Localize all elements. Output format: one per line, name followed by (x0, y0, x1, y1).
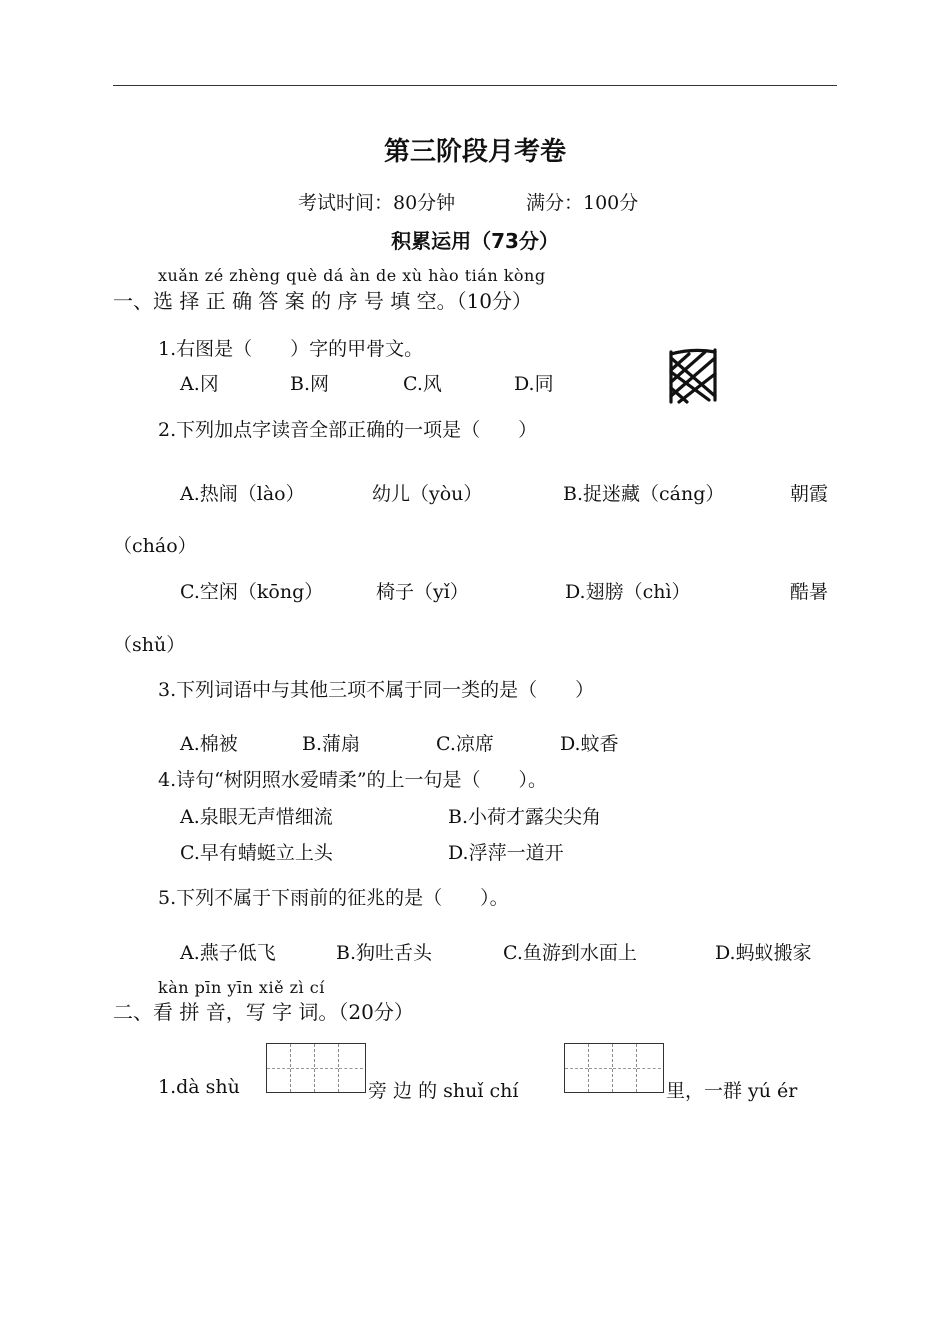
q4-option-c[interactable]: C.早有蜻蜓立上头 (180, 842, 333, 864)
answer-cell[interactable] (589, 1044, 613, 1092)
q2-option-d-word2: 酷暑 (790, 581, 829, 603)
q1-option-d[interactable]: D.同 (514, 373, 554, 395)
s2-q1-part3: 里，一群 yú ér (666, 1080, 798, 1102)
q2-option-a[interactable]: A.热闹（lào） (180, 483, 305, 505)
q4-stem: 4.诗句“树阴照水爱晴柔”的上一句是（ ）。 (158, 769, 548, 791)
section1-heading: 一、选 择 正 确 答 案 的 序 号 填 空。（10分） (113, 289, 533, 313)
q4-option-a[interactable]: A.泉眼无声惜细流 (180, 806, 333, 828)
section2-pinyin: kàn pīn yīn xiě zì cí (158, 978, 325, 997)
answer-grid-1[interactable] (266, 1043, 366, 1093)
q2-option-b-word2: 朝霞 (790, 483, 829, 505)
q2-option-c-word2: 椅子（yǐ） (376, 581, 469, 603)
page-title: 第三阶段月考卷 (383, 137, 566, 167)
q5-option-a[interactable]: A.燕子低飞 (180, 942, 276, 964)
q1-option-b[interactable]: B.网 (290, 373, 330, 395)
q5-option-d[interactable]: D.蚂蚁搬家 (715, 942, 812, 964)
answer-cell[interactable] (613, 1044, 637, 1092)
answer-cell[interactable] (315, 1044, 339, 1092)
q5-option-b[interactable]: B.狗吐舌头 (336, 942, 433, 964)
header-rule (113, 85, 837, 86)
answer-cell[interactable] (565, 1044, 589, 1092)
q3-option-b[interactable]: B.蒲扇 (302, 733, 361, 755)
q1-stem: 1.右图是（ ）字的甲骨文。 (158, 338, 424, 360)
q3-option-c[interactable]: C.凉席 (436, 733, 494, 755)
q2-option-a-word2: 幼儿（yòu） (372, 483, 483, 505)
q4-option-d[interactable]: D.浮萍一道开 (448, 842, 564, 864)
answer-cell[interactable] (291, 1044, 315, 1092)
q2-stem: 2.下列加点字读音全部正确的一项是（ ） (158, 419, 538, 441)
q2-option-c[interactable]: C.空闲（kōng） (180, 581, 324, 603)
exam-full-score: 满分：100分 (526, 192, 639, 214)
q3-option-d[interactable]: D.蚊香 (560, 733, 619, 755)
q3-option-a[interactable]: A.棉被 (180, 733, 238, 755)
q2-option-d[interactable]: D.翅膀（chì） (565, 581, 691, 603)
answer-cell[interactable] (339, 1044, 363, 1092)
section1-pinyin: xuǎn zé zhèng què dá àn de xù hào tián kòng (158, 266, 546, 285)
q2-option-b[interactable]: B.捉迷藏（cáng） (563, 483, 725, 505)
q4-option-b[interactable]: B.小荷才露尖尖角 (448, 806, 602, 828)
q3-stem: 3.下列词语中与其他三项不属于同一类的是（ ） (158, 679, 595, 701)
answer-cell[interactable] (267, 1044, 291, 1092)
q1-option-c[interactable]: C.风 (403, 373, 442, 395)
part-title: 积累运用（73分） (391, 229, 559, 253)
q5-option-c[interactable]: C.鱼游到水面上 (503, 942, 637, 964)
section2-heading: 二、看 拼 音，写 字 词。（20分） (113, 1000, 414, 1024)
q1-option-a[interactable]: A.冈 (180, 373, 219, 395)
oracle-bone-character-icon (665, 346, 721, 406)
q2-option-d-wrap: （shǔ） (113, 634, 186, 656)
answer-grid-2[interactable] (564, 1043, 664, 1093)
q5-stem: 5.下列不属于下雨前的征兆的是（ ）。 (158, 887, 509, 909)
s2-q1-part2: 旁 边 的 shuǐ chí (368, 1080, 519, 1102)
answer-cell[interactable] (637, 1044, 661, 1092)
q2-option-b-wrap: （cháo） (113, 535, 197, 557)
s2-q1-part1: 1.dà shù (158, 1076, 240, 1098)
exam-time: 考试时间：80分钟 (298, 192, 456, 214)
